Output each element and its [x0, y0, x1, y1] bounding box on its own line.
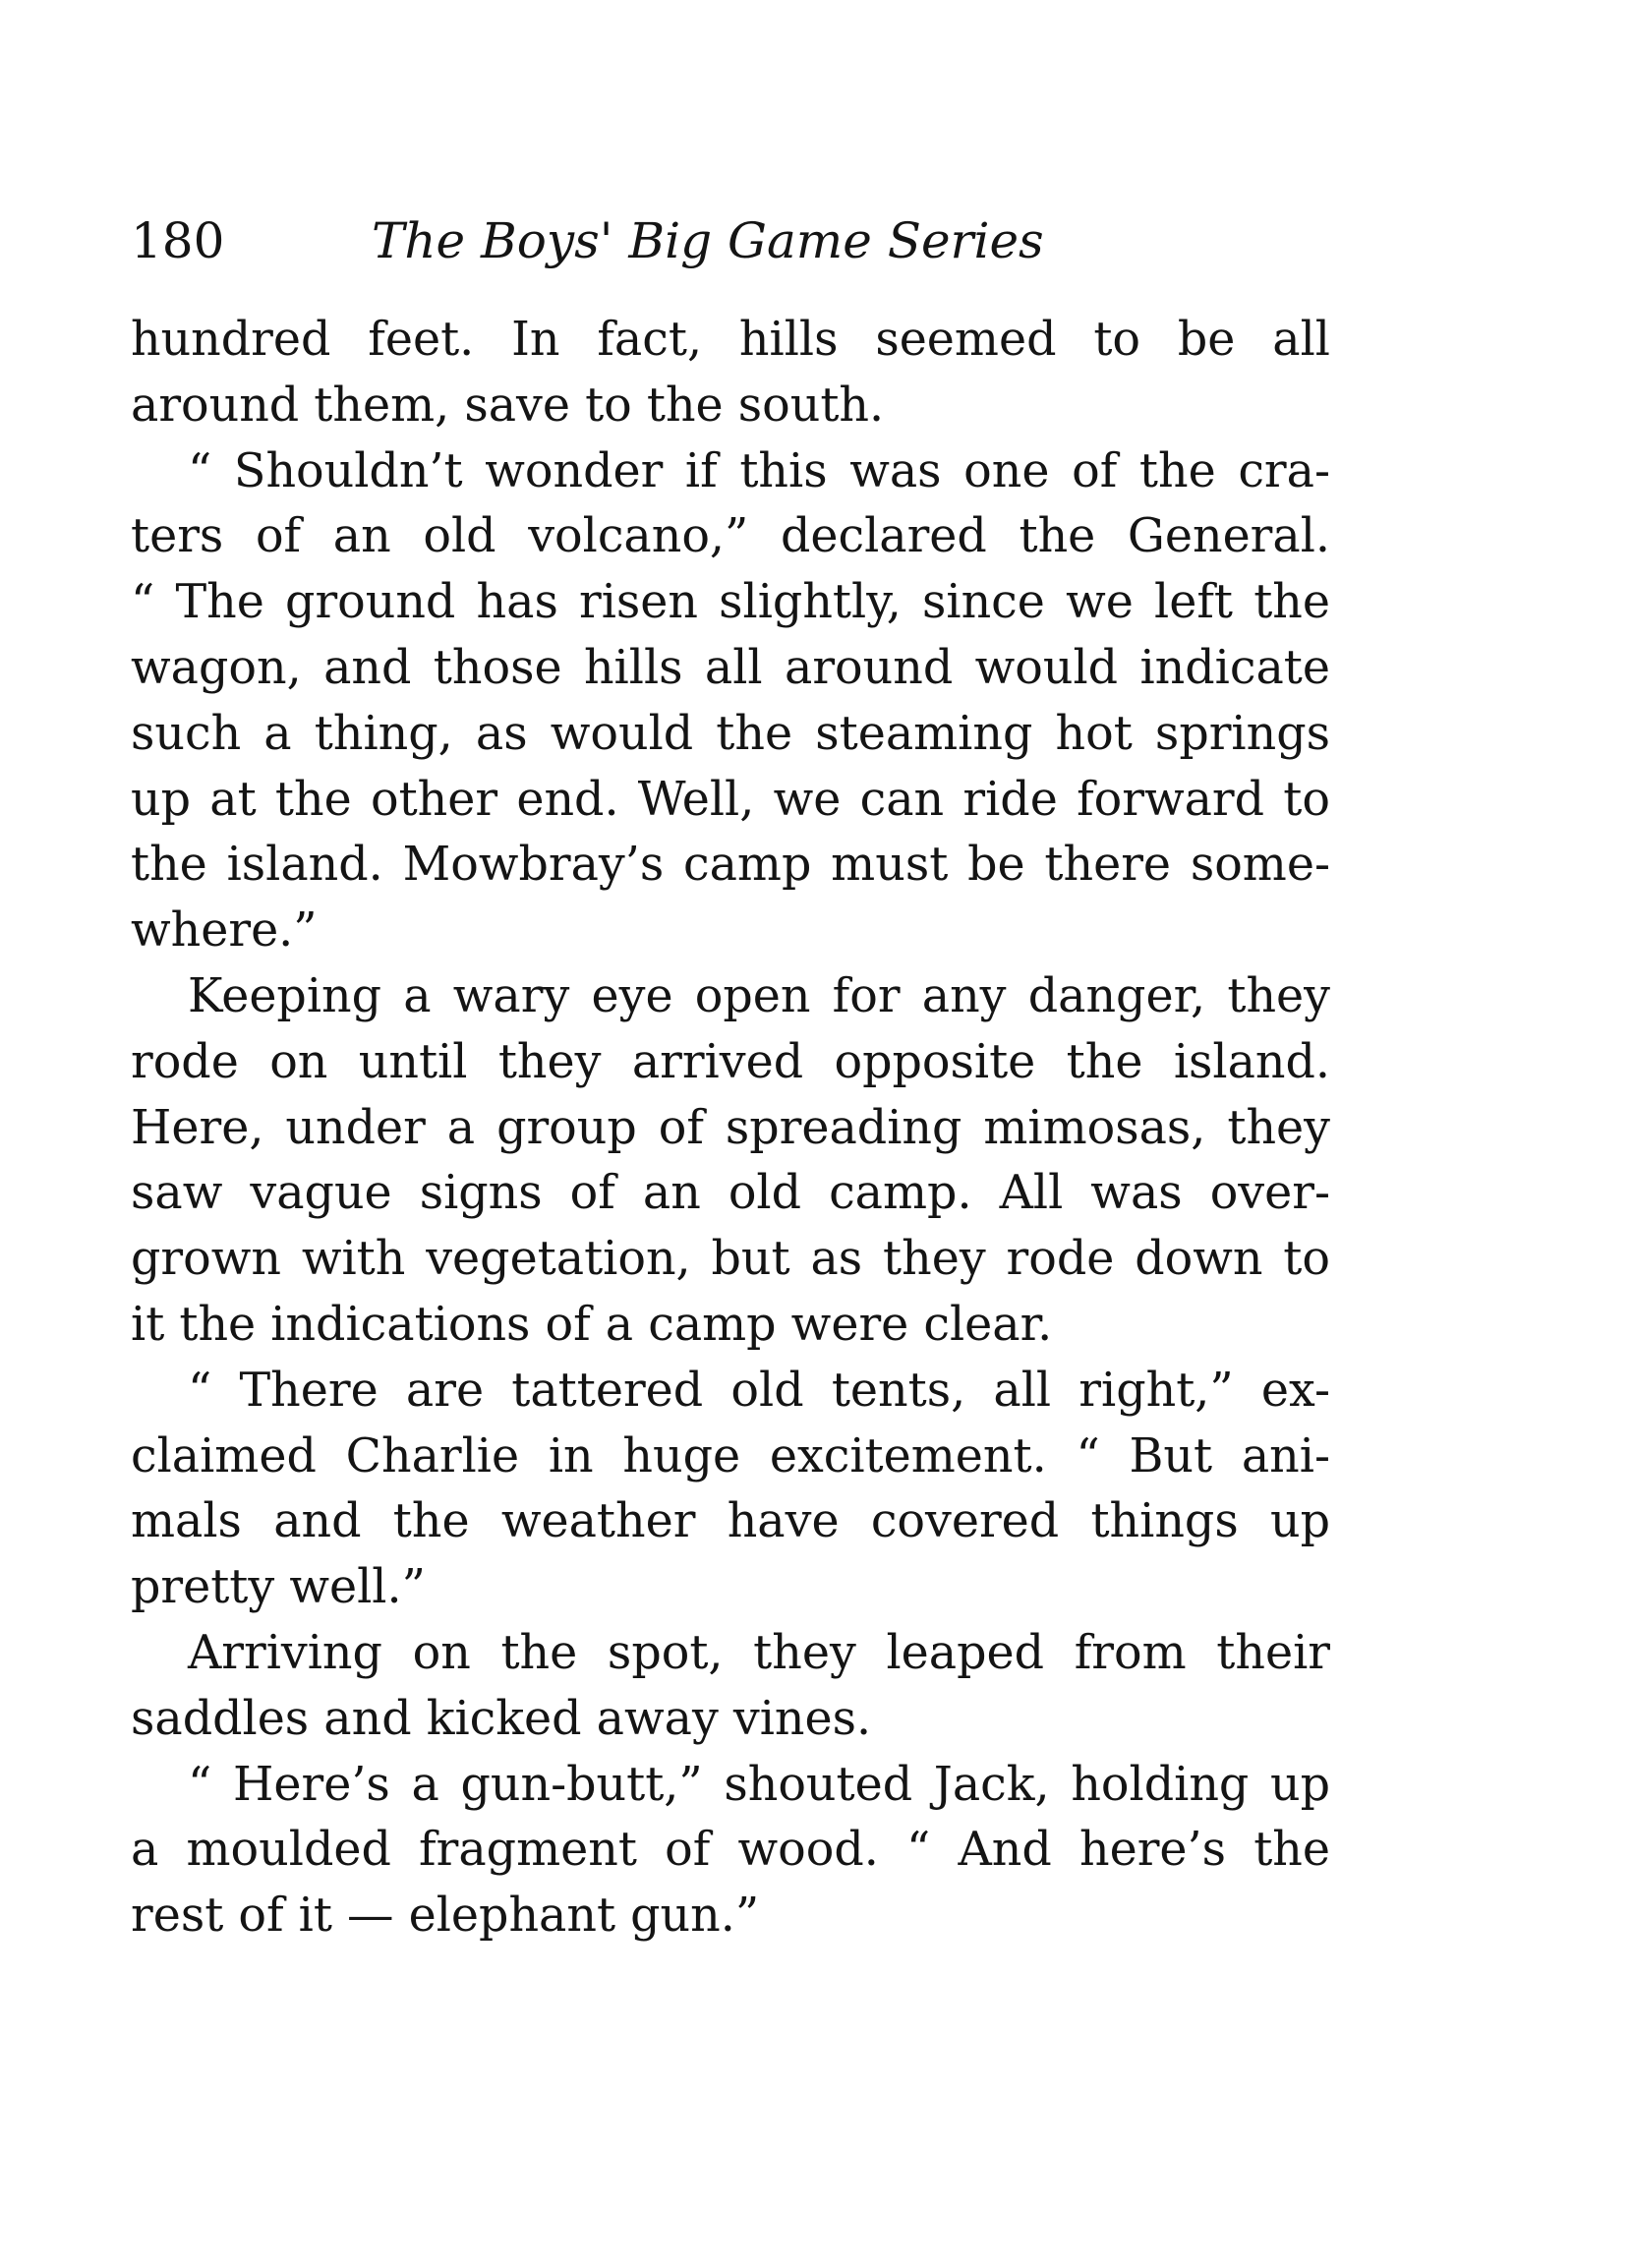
text-line: “ Shouldn’t wonder if this was one of the cra- [188, 443, 1330, 498]
text-line: Arriving on the spot, they leaped from their [188, 1625, 1330, 1680]
body-text [131, 308, 1330, 1949]
text-line: saddles and kicked away vines. [131, 1691, 872, 1746]
text-line: rode on until they arrived opposite the island. [131, 1034, 1330, 1089]
text-line: pretty well.” [131, 1560, 426, 1615]
text-line: “ Here’s a gun-butt,” shouted Jack, holding up [188, 1757, 1330, 1812]
text-line: rest of it — elephant gun.” [131, 1889, 760, 1944]
text-line: a moulded fragment of wood. “ And here’s the [131, 1823, 1330, 1878]
text-line: grown with vegetation, but as they rode down to [131, 1232, 1330, 1287]
text-line: “ The ground has risen slightly, since we left the [131, 575, 1330, 630]
text-line: the island. Mowbray’s camp must be there some- [131, 838, 1330, 893]
text-line: “ There are tattered old tents, all right,” ex- [188, 1363, 1330, 1418]
text-line: it the indications of a camp were clear. [131, 1297, 1053, 1352]
text-line: wagon, and those hills all around would indicate [131, 640, 1330, 695]
text-line: such a thing, as would the steaming hot springs [131, 706, 1330, 761]
text-line: Here, under a group of spreading mimosas, they [131, 1100, 1330, 1155]
text-line: up at the other end. Well, we can ride forward to [131, 772, 1330, 827]
running-head [131, 202, 1330, 280]
text-line: where.” [131, 903, 318, 959]
text-line: hundred feet. In fact, hills seemed to be all [131, 313, 1330, 367]
text-line: saw vague signs of an old camp. All was over- [131, 1166, 1330, 1221]
text-line: Keeping a wary eye open for any danger, they [188, 968, 1330, 1023]
text-line: ters of an old volcano,” declared the General. [131, 509, 1330, 564]
text-line: around them, save to the south. [131, 378, 885, 433]
text-line: mals and the weather have covered things up [131, 1494, 1330, 1549]
running-title: The Boys' Big Game Series [372, 212, 1044, 269]
text-line: claimed Charlie in huge excitement. “ But ani- [131, 1428, 1330, 1483]
page-number: 180 [131, 212, 225, 269]
